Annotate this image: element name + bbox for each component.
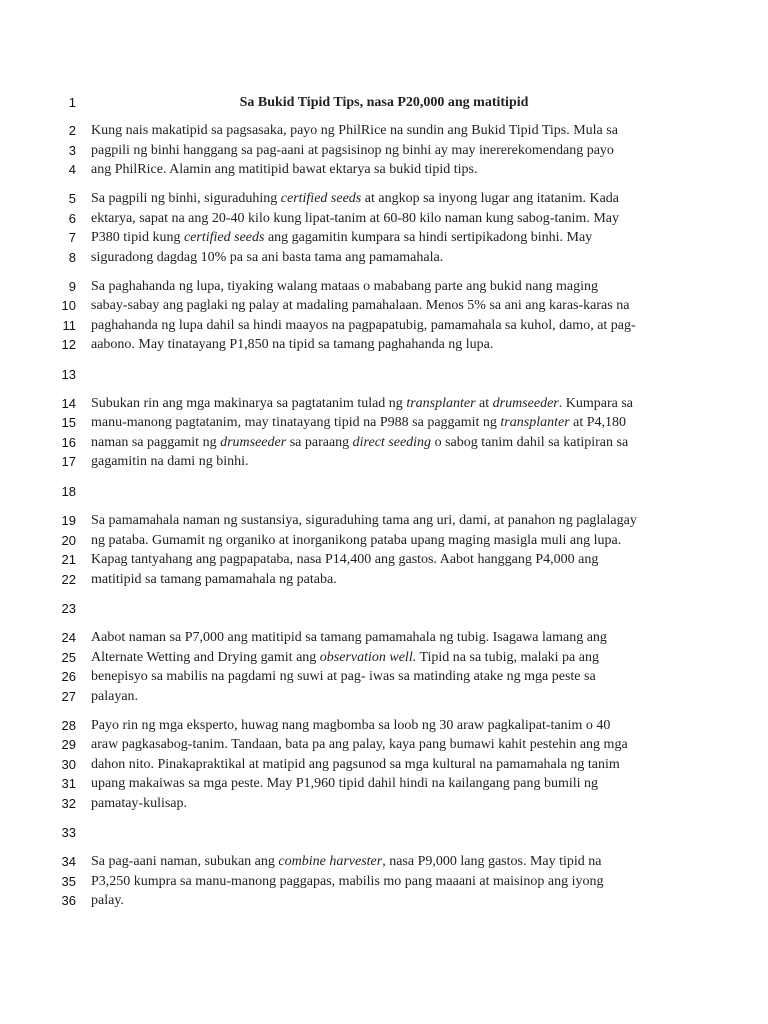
line-text [91, 687, 138, 707]
italic-term: drumseeder [492, 396, 559, 411]
line-number: 23 [61, 601, 76, 616]
line-number: 30 [61, 757, 76, 772]
text-run: pagpili ng binhi hanggang sa pag-aani at pagsisinop ng binhi ay may inererekomendang payo [91, 143, 614, 158]
text-run: Sa pag-aani naman, subukan ang [91, 854, 279, 869]
line-number: 10 [61, 298, 76, 313]
line-number: 29 [61, 737, 76, 752]
line-text [91, 531, 621, 551]
line-number: 12 [61, 337, 76, 352]
text-run: Payo rin ng mga eksperto, huwag nang magbomba sa loob ng 30 araw pagkalipat-tanim o 40 [91, 718, 611, 733]
line-number: 13 [61, 367, 76, 382]
line-number: 18 [61, 484, 76, 499]
line-number: 26 [61, 669, 76, 684]
text-run: Sa paghahanda ng lupa, tiyaking walang mataas o mababang parte ang bukid nang maging [91, 279, 598, 294]
line-number: 9 [68, 279, 76, 294]
line-number: 17 [61, 454, 76, 469]
line-text [91, 394, 633, 414]
text-run: palayan. [91, 689, 139, 704]
text-run: o sabog tanim dahil sa katipiran sa [431, 435, 629, 450]
line-text [91, 794, 187, 814]
text-run: Subukan rin ang mga makinarya sa pagtatanim tulad ng [91, 396, 407, 411]
line-number: 34 [61, 854, 76, 869]
text-run: Alternate Wetting and Drying gamit ang [91, 650, 320, 665]
line-text [91, 735, 628, 755]
line-text [91, 667, 596, 687]
italic-term: certified seeds [280, 191, 362, 206]
text-run: palay. [91, 893, 124, 908]
text-run: Kapag tantyahang ang pagpapataba, nasa P14,400 ang gastos. Aabot hanggang P4,000 ang [91, 552, 599, 567]
text-run: pamatay-kulisap. [91, 796, 188, 811]
line-number: 7 [68, 230, 76, 245]
line-text [91, 648, 599, 668]
italic-term: transplanter [500, 415, 570, 430]
line-text [91, 755, 620, 775]
text-run: manu-manong pagtatanim, may tinatayang tipid na P988 sa paggamit ng [91, 415, 501, 430]
text-run: at [475, 396, 493, 411]
text-run: Sa pamamahala naman ng sustansiya, siguraduhing tama ang uri, dami, at panahon ng paglalagay [91, 513, 637, 528]
italic-term: certified seeds [183, 230, 265, 245]
line-text [91, 628, 607, 648]
text-run: gagamitin na dami ng binhi. [91, 454, 249, 469]
line-text [91, 228, 592, 248]
line-number: 21 [61, 552, 76, 567]
line-number: 22 [61, 572, 76, 587]
italic-term: direct seeding [352, 435, 432, 450]
line-text [91, 248, 443, 268]
line-text [91, 335, 493, 355]
text-run: ektarya, sapat na ang 20-40 kilo kung lipat-tanim at 60-80 kilo naman kung sabog-tanim. May [91, 211, 619, 226]
line-number: 14 [61, 396, 76, 411]
line-text [91, 550, 598, 570]
line-text [91, 296, 629, 316]
line-text [91, 189, 619, 209]
italic-term: combine harvester [278, 854, 383, 869]
text-run: benepisyo sa mabilis na pagdami ng suwi at pag- iwas sa matinding atake ng mga peste sa [91, 669, 596, 684]
line-text [91, 774, 598, 794]
line-text [91, 277, 598, 297]
text-run: upang makaiwas sa mga peste. May P1,960 tipid dahil hindi na kailangang pang bumili ng [91, 776, 599, 791]
line-number: 19 [61, 513, 76, 528]
text-run: araw pagkasabog-tanim. Tandaan, bata pa ang palay, kaya pang bumawi kahit pestehin ang mga [91, 737, 628, 752]
line-number: 15 [61, 415, 76, 430]
line-text [91, 716, 610, 736]
italic-term: drumseeder [220, 435, 287, 450]
line-text [91, 872, 603, 892]
line-text [91, 209, 619, 229]
line-number: 24 [61, 630, 76, 645]
line-number: 8 [68, 250, 76, 265]
text-run: ang gagamitin kumpara sa hindi sertipikadong binhi. May [264, 230, 593, 245]
italic-term: transplanter [406, 396, 476, 411]
line-number: 33 [61, 825, 76, 840]
line-text [91, 141, 614, 161]
line-number: 16 [61, 435, 76, 450]
line-number: 6 [68, 211, 76, 226]
text-run: Kung nais makatipid sa pagsasaka, payo ng PhilRice na sundin ang Bukid Tipid Tips. Mula sa [91, 123, 618, 138]
text-run: Sa pagpili ng binhi, siguraduhing [91, 191, 281, 206]
line-number: 28 [61, 718, 76, 733]
text-run: , nasa P9,000 lang gastos. May tipid na [382, 854, 602, 869]
line-number: 31 [61, 776, 76, 791]
text-run: naman sa paggamit ng [91, 435, 221, 450]
text-run: paghahanda ng lupa dahil sa hindi maayos na pagpapatubig, pamamahala sa kuhol, damo, at pag- [91, 318, 636, 333]
document-title: Sa Bukid Tipid Tips, nasa P20,000 ang matitipid [239, 95, 529, 110]
line-text [91, 511, 637, 531]
text-run: sa paraang [286, 435, 353, 450]
line-number: 5 [68, 191, 76, 206]
line-text [91, 160, 478, 180]
text-run: siguradong dagdag 10% pa sa ani basta tama ang pamamahala. [91, 250, 444, 265]
line-number: 11 [62, 318, 76, 333]
text-run: aabono. May tinatayang P1,850 na tipid sa tamang paghahanda ng lupa. [91, 337, 494, 352]
line-number: 4 [68, 162, 76, 177]
text-run: at P4,180 [569, 415, 627, 430]
line-text [91, 852, 602, 872]
text-run: ang PhilRice. Alamin ang matitipid bawat ektarya sa bukid tipid tips. [91, 162, 478, 177]
line-number: 1 [68, 95, 76, 110]
line-text [91, 891, 124, 911]
line-number: 35 [61, 874, 76, 889]
line-text [91, 452, 248, 472]
line-text [91, 121, 618, 141]
text-run: at angkop sa inyong lugar ang itatanim. Kada [361, 191, 620, 206]
line-text [91, 570, 337, 590]
line-number: 36 [61, 893, 76, 908]
text-run: dahon nito. Pinakapraktikal at matipid ang pagsunod sa mga kultural na pamamahala ng tanim [91, 757, 620, 772]
text-run: . Kumpara sa [558, 396, 634, 411]
line-number: 32 [61, 796, 76, 811]
line-number: 20 [61, 533, 76, 548]
text-run: ng pataba. Gumamit ng organiko at inorganikong pataba upang maging masigla muli ang lupa. [91, 533, 622, 548]
line-number: 2 [68, 123, 76, 138]
text-run: P380 tipid kung [91, 230, 184, 245]
italic-term: observation well. [319, 650, 417, 665]
line-text [91, 413, 626, 433]
line-number: 3 [68, 143, 76, 158]
text-run: sabay-sabay ang paglaki ng palay at madaling pamahalaan. Menos 5% sa ani ang karas-karas na [91, 298, 630, 313]
line-number: 27 [61, 689, 76, 704]
text-run: matitipid sa tamang pamamahala ng pataba. [91, 572, 337, 587]
line-text [91, 316, 636, 336]
text-run: Tipid na sa tubig, malaki pa ang [416, 650, 599, 665]
line-number: 25 [61, 650, 76, 665]
line-text [91, 433, 628, 453]
text-run: Aabot naman sa P7,000 ang matitipid sa tamang pamamahala ng tubig. Isagawa lamang ang [91, 630, 607, 645]
text-run: P3,250 kumpra sa manu-manong paggapas, mabilis mo pang maaani at maisinop ang iyong [91, 874, 604, 889]
